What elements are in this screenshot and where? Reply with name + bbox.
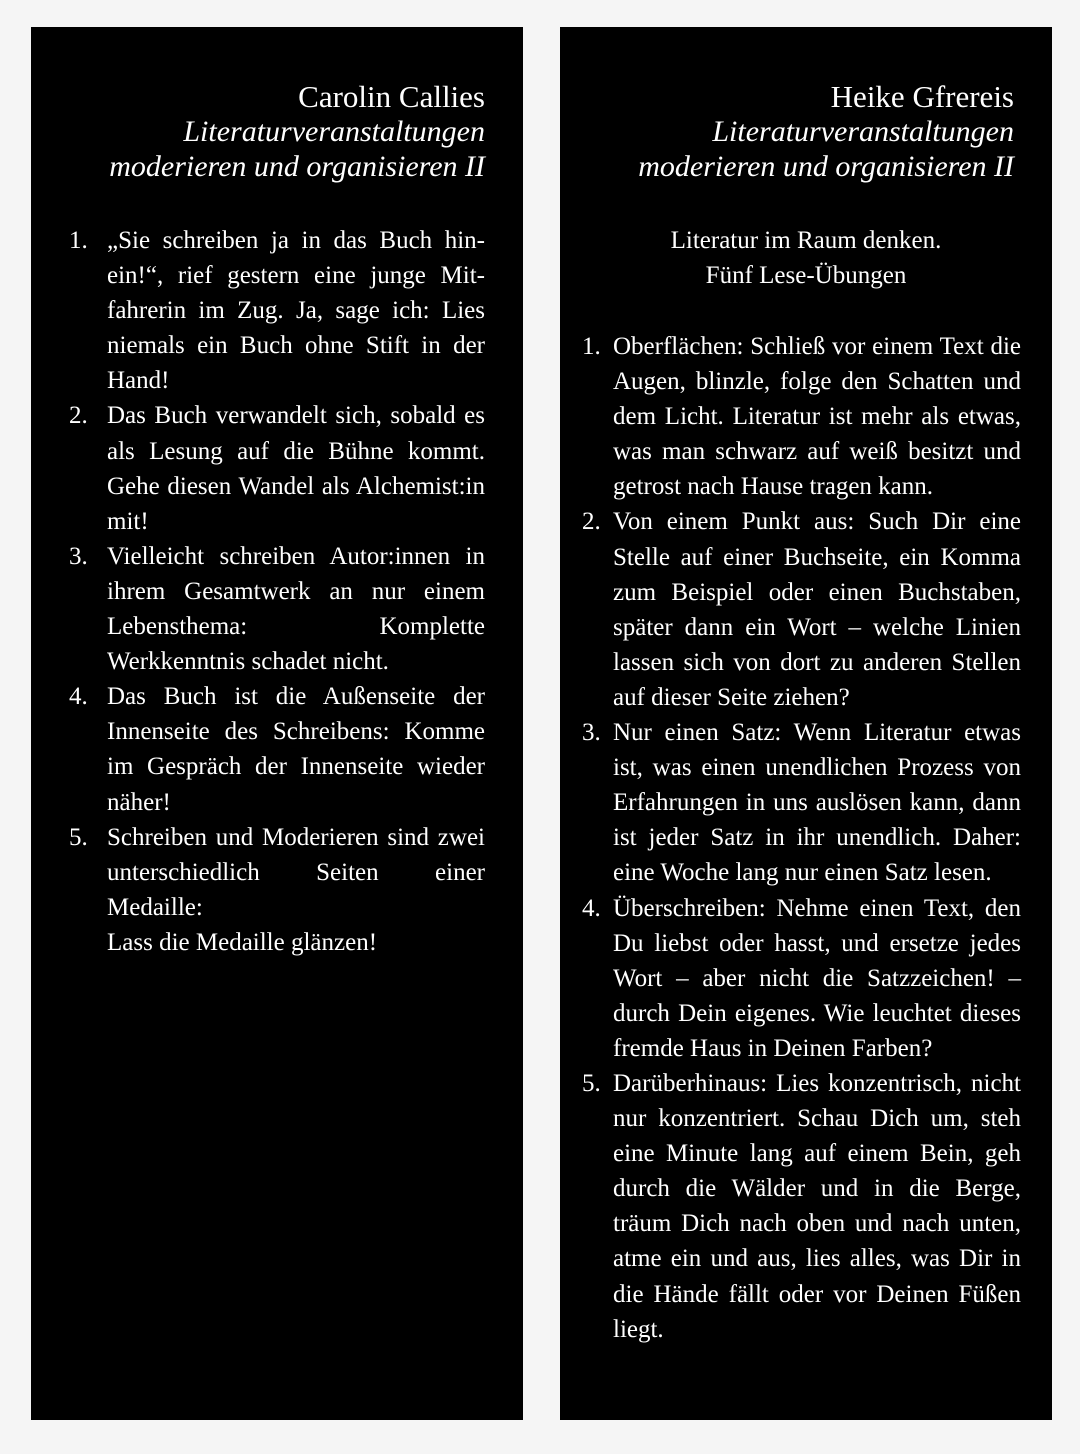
course-title-line1: Literaturveranstaltungen	[712, 115, 1014, 148]
item-number: 1.	[69, 227, 88, 254]
author-name: Carolin Callies	[298, 79, 485, 114]
item-number: 5.	[582, 1069, 601, 1097]
exercises-heading-line1: Literatur im Raum denken.	[670, 227, 942, 254]
list-item	[69, 539, 485, 679]
exercises-heading-line2: Fünf Lese-Übungen	[705, 262, 907, 289]
item-text: „Sie schreiben ja in das Buch hinein!“, rief gestern eine junge Mitfahrerin im Zug. Ja, sage ich: Lies niemals ein Buch ohne Stift in der Hand!	[107, 227, 485, 395]
item-text: Oberflächen: Schließ vor einem Text die Augen, blinzle, folge den Schatten und dem Licht. Literatur ist mehr als etwas, was man schwarz auf weiß besitzt und getrost nach Hause tragen kann.	[613, 333, 1021, 501]
item-number: 3.	[582, 719, 601, 747]
item-number: 1.	[582, 333, 601, 360]
bookmark-left-header	[61, 79, 485, 184]
list-item	[69, 679, 485, 819]
list-item	[69, 223, 485, 398]
list-item	[582, 504, 1021, 715]
item-text: Das Buch verwandelt sich, sobald es als Lesung auf die Bühne kommt. Gehe diesen Wandel als Alchemist:in mit!	[107, 402, 485, 535]
item-number: 2.	[582, 508, 601, 536]
list-item	[582, 329, 1021, 504]
course-title-line2: moderieren und organisieren II	[109, 150, 485, 183]
bookmark-left	[31, 27, 523, 1420]
list-item	[582, 1066, 1021, 1347]
tips-list	[69, 223, 485, 960]
item-text: Überschreiben: Nehme einen Text, den Du liebst oder hasst, und ersetze jedes Wort – aber nicht die Satzzeichen! – durch Dein eigenes. Wie leuchtet dieses fremde Haus in Deinen Farben?	[613, 894, 1021, 1062]
item-text: Vielleicht schreiben Autor:innen in ihrem Gesamtwerk an nur einem Lebensthema: Komplette Werkkenntnis schadet nicht.	[107, 542, 485, 676]
exercises-heading	[560, 223, 1052, 293]
item-text: Darüberhinaus: Lies konzentrisch, nicht nur konzentriert. Schau Dich um, steh eine Minute lang auf einem Bein, geh durch die Wälder und in die Berge, träum Dich nach oben und nach unten, atme ein und aus, lies alles, was Dir in die Hände fällt oder vor Deinen Füßen liegt.	[613, 1069, 1021, 1343]
list-item	[582, 891, 1021, 1066]
course-title-line2: moderieren und organisieren II	[638, 150, 1014, 183]
item-number: 2.	[69, 402, 88, 430]
course-title-line1: Literaturveranstaltungen	[183, 115, 485, 148]
item-number: 5.	[69, 823, 88, 851]
item-text: Von einem Punkt aus: Such Dir eine Stelle auf einer Buchseite, ein Komma zum Beispiel oder einen Buchstaben, später dann ein Wort – welche Linien lassen sich von dort zu anderen Stellen auf dieser Seite ziehen?	[613, 508, 1021, 711]
item-number: 4.	[69, 683, 88, 711]
list-item	[582, 715, 1021, 890]
item-text: Das Buch ist die Außenseite der Innenseite des Schreibens: Komme im Gespräch der Innenseite wieder näher!	[107, 683, 485, 816]
item-number: 3.	[69, 542, 88, 570]
item-text: Nur einen Satz: Wenn Literatur etwas ist, was einen unendlichen Prozess von Erfahrungen in uns auslösen kann, dann ist jeder Satz in ihr unendlich. Daher: eine Woche lang nur einen Satz lesen.	[613, 719, 1021, 887]
item-closing-line: Lass die Medaille glänzen!	[107, 928, 378, 956]
author-name: Heike Gfrereis	[830, 79, 1014, 114]
list-item	[69, 820, 485, 960]
item-text: Schreiben und Moderieren sind zwei unterschiedlich Seiten einer Medaille:	[107, 823, 485, 921]
exercises-list	[582, 329, 1021, 1347]
item-number: 4.	[582, 894, 601, 922]
list-item	[69, 398, 485, 538]
bookmark-right	[560, 27, 1052, 1420]
bookmark-right-header	[590, 79, 1014, 184]
